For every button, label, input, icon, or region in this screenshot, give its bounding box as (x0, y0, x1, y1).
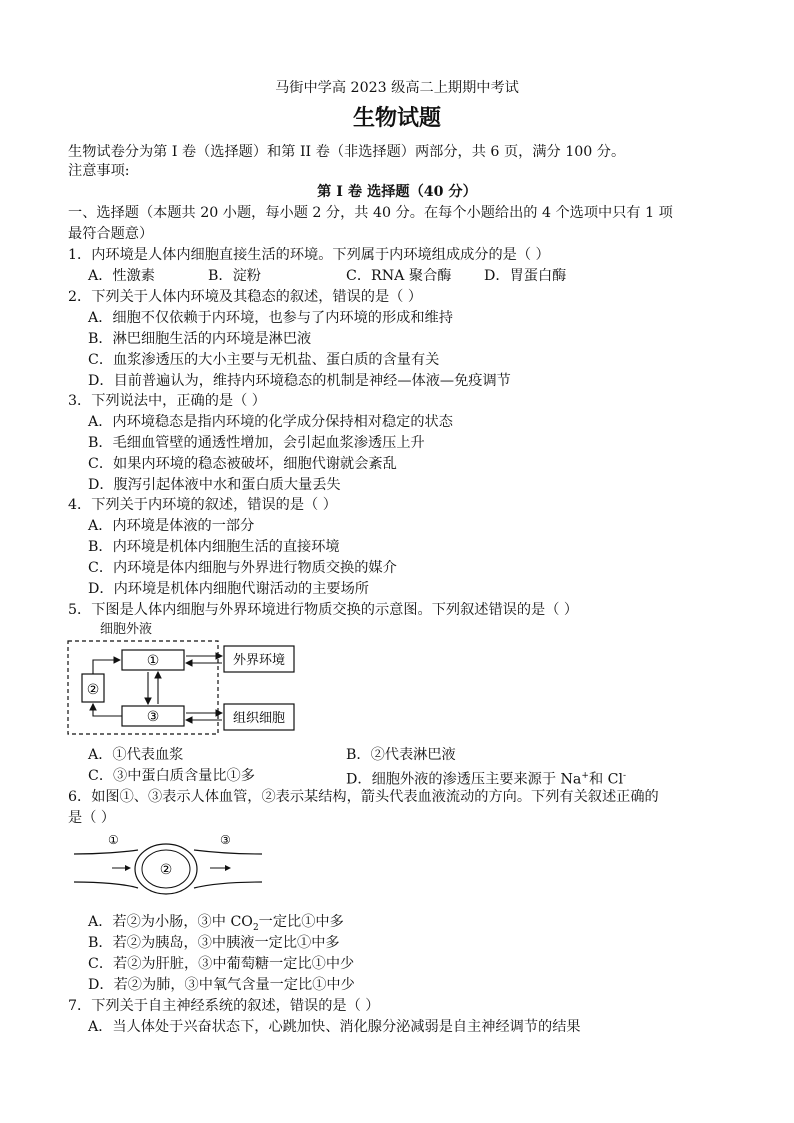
q1-option-a[interactable]: A．性激素 (88, 268, 155, 284)
q5-option-c[interactable]: C．③中蛋白质含量比①多 (88, 768, 255, 784)
structure-2-label: ② (159, 862, 173, 878)
q5-option-b[interactable]: B．②代表淋巴液 (346, 747, 456, 763)
q4-stem: 4．下列关于内环境的叙述，错误的是（ ） (68, 497, 337, 513)
q4-option-c[interactable]: C．内环境是体内细胞与外界进行物质交换的媒介 (88, 560, 397, 576)
q2-option-a[interactable]: A．细胞不仅依赖于内环境，也参与了内环境的形成和维持 (88, 310, 453, 326)
page-title: 生物试题 (352, 105, 441, 131)
box-3-label: ③ (146, 709, 160, 725)
q6-option-d[interactable]: D．若②为肺，③中氧气含量一定比①中少 (88, 977, 355, 993)
q6-blood-vessel-diagram (70, 832, 270, 907)
q1-stem: 1．内环境是人体内细胞直接生活的环境。下列属于内环境组成成分的是（ ） (68, 247, 550, 263)
q3-stem: 3．下列说法中，正确的是（ ） (68, 393, 266, 409)
notes-heading: 注意事项: (68, 163, 130, 179)
q6-stem-line-1: 6．如图①、③表示人体血管，②表示某结构，箭头代表血液流动的方向。下列有关叙述正确的 (68, 789, 659, 805)
q2-option-b[interactable]: B．淋巴细胞生活的内环境是淋巴液 (88, 331, 312, 347)
instruction-line-1: 一、选择题（本题共 20 小题，每小题 2 分，共 40 分。在每个小题给出的 4 个选项中只有 1 项 (68, 205, 673, 221)
q6-option-c[interactable]: C．若②为肝脏，③中葡萄糖一定比①中少 (88, 956, 355, 972)
q1-option-b[interactable]: B．淀粉 (208, 268, 261, 284)
intro-text: 生物试卷分为第 I 卷（选择题）和第 II 卷（非选择题）两部分，共 6 页，满分 100 分。 (68, 144, 626, 160)
q5-exchange-diagram (64, 638, 324, 738)
q7-option-a[interactable]: A．当人体处于兴奋状态下，心跳加快、消化腺分泌减弱是自主神经调节的结果 (88, 1019, 581, 1035)
q3-option-c[interactable]: C．如果内环境的稳态被破坏，细胞代谢就会紊乱 (88, 456, 397, 472)
q5-figure-label: 细胞外液 (100, 622, 153, 637)
tissue-cells-label: 组织细胞 (232, 711, 286, 726)
q4-option-d[interactable]: D．内环境是机体内细胞代谢活动的主要场所 (88, 581, 369, 597)
q2-option-d[interactable]: D．目前普遍认为，维持内环境稳态的机制是神经—体液—免疫调节 (88, 373, 511, 389)
q4-option-a[interactable]: A．内环境是体液的一部分 (88, 518, 255, 534)
school-header: 马街中学高 2023 级高二上期期中考试 (275, 80, 519, 96)
q6-option-b[interactable]: B．若②为胰岛，③中胰液一定比①中多 (88, 935, 340, 951)
box-2-label: ② (86, 682, 100, 698)
vessel-3-label: ③ (220, 833, 231, 847)
q6-option-a-sub: 2 (252, 922, 259, 933)
q3-option-d[interactable]: D．腹泻引起体液中水和蛋白质大量丢失 (88, 477, 341, 493)
q4-option-b[interactable]: B．内环境是机体内细胞生活的直接环境 (88, 539, 340, 555)
vessel-1-label: ① (108, 833, 119, 847)
q3-option-b[interactable]: B．毛细血管壁的通透性增加，会引起血浆渗透压上升 (88, 435, 425, 451)
q5-stem: 5．下图是人体内细胞与外界环境进行物质交换的示意图。下列叙述错误的是（ ） (68, 602, 579, 618)
q7-stem: 7．下列关于自主神经系统的叙述，错误的是（ ） (68, 998, 380, 1014)
box-1-label: ① (146, 653, 160, 669)
instruction-line-2: 最符合题意） (68, 226, 154, 242)
q3-option-a[interactable]: A．内环境稳态是指内环境的化学成分保持相对稳定的状态 (88, 414, 453, 430)
outer-env-label: 外界环境 (232, 653, 286, 668)
q6-option-a-pre: A．若②为小肠，③中 CO (88, 914, 253, 930)
q1-option-d[interactable]: D．胃蛋白酶 (484, 268, 567, 284)
q6-option-a-post: 一定比①中多 (258, 914, 344, 930)
q2-option-c[interactable]: C．血浆渗透压的大小主要与无机盐、蛋白质的含量有关 (88, 352, 440, 368)
section-heading: 第 I 卷 选择题（40 分） (317, 184, 477, 200)
q5-option-a[interactable]: A．①代表血浆 (88, 747, 184, 763)
q2-stem: 2．下列关于人体内环境及其稳态的叙述，错误的是（ ） (68, 289, 423, 305)
q5-option-d-mid: 和 Cl (588, 771, 624, 788)
q6-stem-line-2: 是（ ） (68, 810, 116, 826)
q1-option-c[interactable]: C．RNA 聚合酶 (346, 268, 452, 284)
q5-option-d-text: D．细胞外液的渗透压主要来源于 Na (346, 771, 582, 788)
q5-option-d-sup1: + (581, 771, 589, 781)
q5-option-d-sup2: - (623, 771, 627, 781)
